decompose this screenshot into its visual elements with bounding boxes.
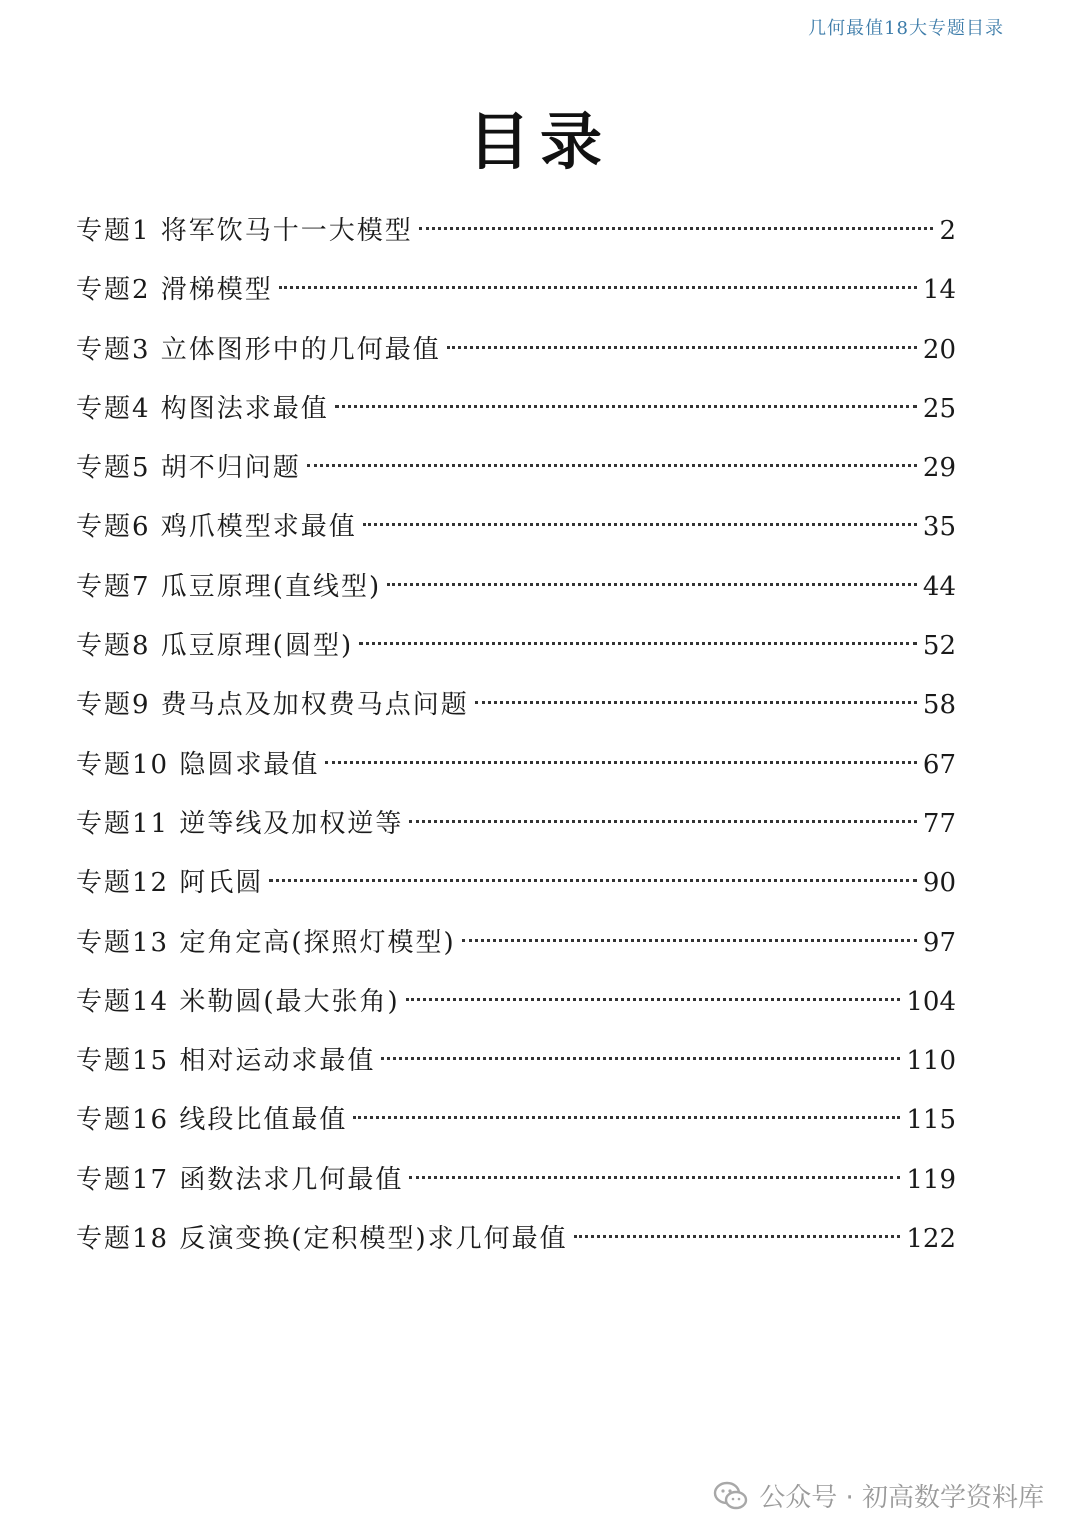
toc-entry[interactable] <box>76 506 956 565</box>
toc-page-number: 29 <box>922 453 956 484</box>
toc-entry[interactable] <box>76 684 956 743</box>
toc-page-number: 2 <box>939 216 956 246</box>
table-of-contents <box>76 210 956 1277</box>
toc-page-number: 35 <box>922 512 956 543</box>
toc-page-number: 44 <box>922 571 956 602</box>
toc-entry-title: 专题1 将军饮马十一大模型 <box>76 216 413 246</box>
toc-entry-title: 专题8 瓜豆原理(圆型) <box>76 631 354 662</box>
toc-leader-dots <box>381 1057 900 1060</box>
watermark <box>713 1477 1044 1514</box>
toc-leader-dots <box>353 1116 900 1119</box>
toc-page-number: 25 <box>922 393 956 424</box>
toc-entry-title: 专题2 滑梯模型 <box>76 275 273 306</box>
toc-entry-title: 专题4 构图法求最值 <box>76 393 329 424</box>
toc-page-number: 97 <box>922 927 956 958</box>
toc-leader-dots <box>409 1176 900 1179</box>
toc-page-number: 122 <box>906 1224 956 1255</box>
toc-entry[interactable] <box>76 625 956 684</box>
toc-entry-title: 专题13 定角定高(探照灯模型) <box>76 927 456 958</box>
toc-entry-title: 专题14 米勒圆(最大张角) <box>76 986 400 1017</box>
toc-entry[interactable] <box>76 210 956 269</box>
toc-leader-dots <box>447 346 917 349</box>
toc-leader-dots <box>363 523 917 526</box>
toc-leader-dots <box>279 286 917 289</box>
toc-entry-title: 专题15 相对运动求最值 <box>76 1046 376 1077</box>
toc-page-number: 110 <box>906 1046 956 1077</box>
toc-entry[interactable] <box>76 744 956 803</box>
toc-page-number: 67 <box>922 749 956 780</box>
toc-entry-title: 专题10 隐圆求最值 <box>76 749 320 780</box>
toc-leader-dots <box>406 998 901 1001</box>
toc-leader-dots <box>335 405 917 408</box>
toc-entry[interactable] <box>76 1040 956 1099</box>
toc-entry[interactable] <box>76 922 956 981</box>
toc-page-number: 52 <box>922 631 956 662</box>
toc-entry-title: 专题5 胡不归问题 <box>76 453 301 484</box>
running-header: 几何最值18大专题目录 <box>808 18 1004 39</box>
toc-leader-dots <box>387 583 917 586</box>
toc-leader-dots <box>307 464 917 467</box>
toc-entry-title: 专题6 鸡爪模型求最值 <box>76 512 357 543</box>
toc-entry[interactable] <box>76 447 956 506</box>
toc-leader-dots <box>269 879 917 882</box>
toc-leader-dots <box>462 939 917 942</box>
toc-leader-dots <box>325 761 917 764</box>
toc-entry[interactable] <box>76 1099 956 1158</box>
toc-page-number: 58 <box>922 690 956 721</box>
toc-leader-dots <box>419 227 934 230</box>
toc-entry[interactable] <box>76 803 956 862</box>
toc-entry[interactable] <box>76 1218 956 1277</box>
page-title: 目录 <box>467 105 612 178</box>
toc-page-number: 20 <box>922 334 956 365</box>
toc-entry[interactable] <box>76 329 956 388</box>
toc-entry[interactable] <box>76 862 956 921</box>
toc-page-number: 104 <box>906 986 956 1017</box>
toc-entry-title: 专题17 函数法求几何最值 <box>76 1164 404 1195</box>
toc-entry-title: 专题16 线段比值最值 <box>76 1105 348 1136</box>
toc-leader-dots <box>574 1235 901 1238</box>
toc-entry[interactable] <box>76 269 956 328</box>
toc-entry-title: 专题7 瓜豆原理(直线型) <box>76 571 382 602</box>
toc-entry[interactable] <box>76 388 956 447</box>
toc-entry[interactable] <box>76 566 956 625</box>
toc-leader-dots <box>475 701 917 704</box>
toc-page-number: 77 <box>922 808 956 839</box>
toc-leader-dots <box>359 642 917 645</box>
toc-entry-title: 专题9 费马点及加权费马点问题 <box>76 690 469 721</box>
toc-leader-dots <box>409 820 917 823</box>
toc-entry-title: 专题3 立体图形中的几何最值 <box>76 334 441 365</box>
toc-entry-title: 专题18 反演变换(定积模型)求几何最值 <box>76 1224 568 1255</box>
toc-entry-title: 专题11 逆等线及加权逆等 <box>76 808 404 839</box>
watermark-text: 公众号 · 初高数学资料库 <box>759 1483 1044 1513</box>
toc-page-number: 119 <box>906 1164 956 1195</box>
toc-entry-title: 专题12 阿氏圆 <box>76 868 264 899</box>
toc-entry[interactable] <box>76 1159 956 1218</box>
toc-entry[interactable] <box>76 981 956 1040</box>
toc-page-number: 115 <box>906 1105 956 1136</box>
wechat-icon <box>713 1480 749 1512</box>
toc-page-number: 90 <box>922 868 956 899</box>
toc-page-number: 14 <box>922 275 956 306</box>
